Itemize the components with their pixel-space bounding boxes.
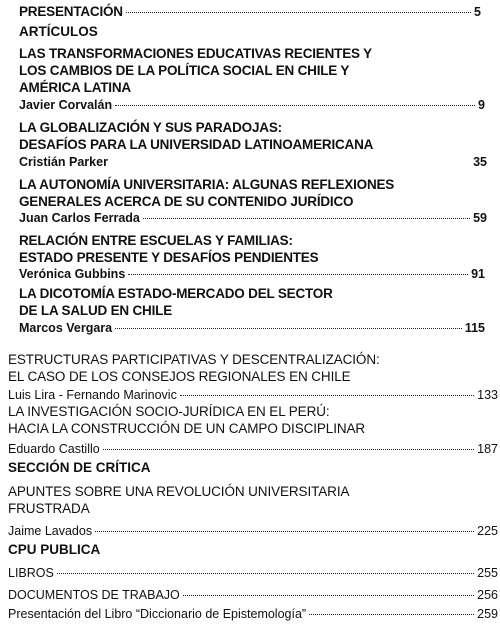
section-heading-articulos: ARTÍCULOS: [19, 24, 98, 39]
article-title-line: LAS TRANSFORMACIONES EDUCATIVAS RECIENTES Y: [19, 46, 372, 61]
entry-title: PRESENTACIÓN: [19, 4, 123, 19]
article-title-line: LA INVESTIGACIÓN SOCIO-JURÍDICA EN EL PERÚ:: [8, 404, 330, 419]
article-title-line: LA DICOTOMÍA ESTADO-MERCADO DEL SECTOR: [19, 286, 333, 301]
toc-entry-article-6[interactable]: [8, 388, 498, 402]
toc-entry-article-5[interactable]: [19, 321, 485, 335]
dot-leader: [111, 161, 470, 163]
article-title-line: GENERALES ACERCA DE SU CONTENIDO JURÍDICO: [19, 194, 354, 209]
article-title-line: RELACIÓN ENTRE ESCUELAS Y FAMILIAS:: [19, 233, 293, 248]
dot-leader: [183, 594, 474, 596]
toc-entry-presentacion-libro[interactable]: [8, 607, 498, 621]
dot-leader: [95, 530, 474, 532]
page-number: 187: [477, 442, 498, 456]
article-title-line: LA GLOBALIZACIÓN Y SUS PARADOJAS:: [19, 120, 282, 135]
article-author: Marcos Vergara: [19, 321, 113, 335]
article-title-line: HACIA LA CONSTRUCCIÓN DE UN CAMPO DISCIPLINAR: [8, 421, 366, 436]
article-title-line: LOS CAMBIOS DE LA POLÍTICA SOCIAL EN CHILE Y: [19, 63, 350, 78]
toc-entry-critica[interactable]: [8, 524, 498, 538]
page-number: 256: [477, 588, 498, 602]
article-author: Luis Lira - Fernando Marinovic: [8, 388, 177, 402]
dot-leader: [143, 217, 470, 219]
toc-entry-documentos[interactable]: [8, 588, 498, 602]
article-author: Verónica Gubbins: [19, 267, 126, 281]
dot-leader: [126, 11, 471, 13]
dot-leader: [115, 327, 462, 329]
article-title-line: DE LA SALUD EN CHILE: [19, 303, 173, 318]
article-title-line: ESTRUCTURAS PARTICIPATIVAS Y DESCENTRALIZACIÓN:: [8, 352, 380, 367]
toc-entry-article-1[interactable]: [19, 98, 485, 112]
article-title-line: ESTADO PRESENTE Y DESAFÍOS PENDIENTES: [19, 250, 319, 265]
section-heading-cpu: CPU PUBLICA: [8, 542, 101, 557]
page-number: 133: [477, 388, 498, 402]
toc-entry-article-4[interactable]: [19, 267, 485, 281]
article-author: Eduardo Castillo: [8, 442, 100, 456]
dot-leader: [309, 613, 474, 615]
critica-title-line: APUNTES SOBRE UNA REVOLUCIÓN UNIVERSITARIA: [8, 484, 350, 499]
page-number: 5: [474, 5, 481, 19]
article-title-line: AMÉRICA LATINA: [19, 80, 131, 95]
toc-entry-article-7[interactable]: [8, 442, 498, 456]
page-number: 225: [477, 524, 498, 538]
dot-leader: [103, 448, 474, 450]
dot-leader: [57, 572, 474, 574]
article-author: Cristián Parker: [19, 155, 108, 169]
page-number: 115: [464, 321, 485, 335]
article-title-line: EL CASO DE LOS CONSEJOS REGIONALES EN CHILE: [8, 369, 351, 384]
toc-entry-article-2[interactable]: [19, 155, 487, 169]
page-number: 255: [477, 566, 498, 580]
page-number: 9: [478, 98, 485, 112]
article-title-line: DESAFÍOS PARA LA UNIVERSIDAD LATINOAMERICANA: [19, 137, 374, 152]
entry-title: DOCUMENTOS DE TRABAJO: [8, 588, 180, 602]
critica-author: Jaime Lavados: [8, 524, 93, 538]
toc-entry-presentacion[interactable]: [19, 4, 481, 19]
entry-title: Presentación del Libro “Diccionario de Epistemología”: [8, 607, 307, 621]
dot-leader: [128, 273, 468, 275]
toc-entry-article-3[interactable]: [19, 211, 487, 225]
article-author: Juan Carlos Ferrada: [19, 211, 140, 225]
toc-entry-libros[interactable]: [8, 566, 498, 580]
page-number: 91: [471, 267, 485, 281]
article-title-line: LA AUTONOMÍA UNIVERSITARIA: ALGUNAS REFLEXIONES: [19, 177, 395, 192]
page-number: 35: [473, 155, 487, 169]
critica-title-line: FRUSTRADA: [8, 501, 90, 516]
article-author: Javier Corvalán: [19, 98, 113, 112]
entry-title: LIBROS: [8, 566, 54, 580]
section-heading-critica: SECCIÓN DE CRÍTICA: [8, 460, 151, 475]
dot-leader: [180, 394, 474, 396]
page-number: 259: [477, 607, 498, 621]
page-number: 59: [473, 211, 487, 225]
dot-leader: [115, 104, 475, 106]
